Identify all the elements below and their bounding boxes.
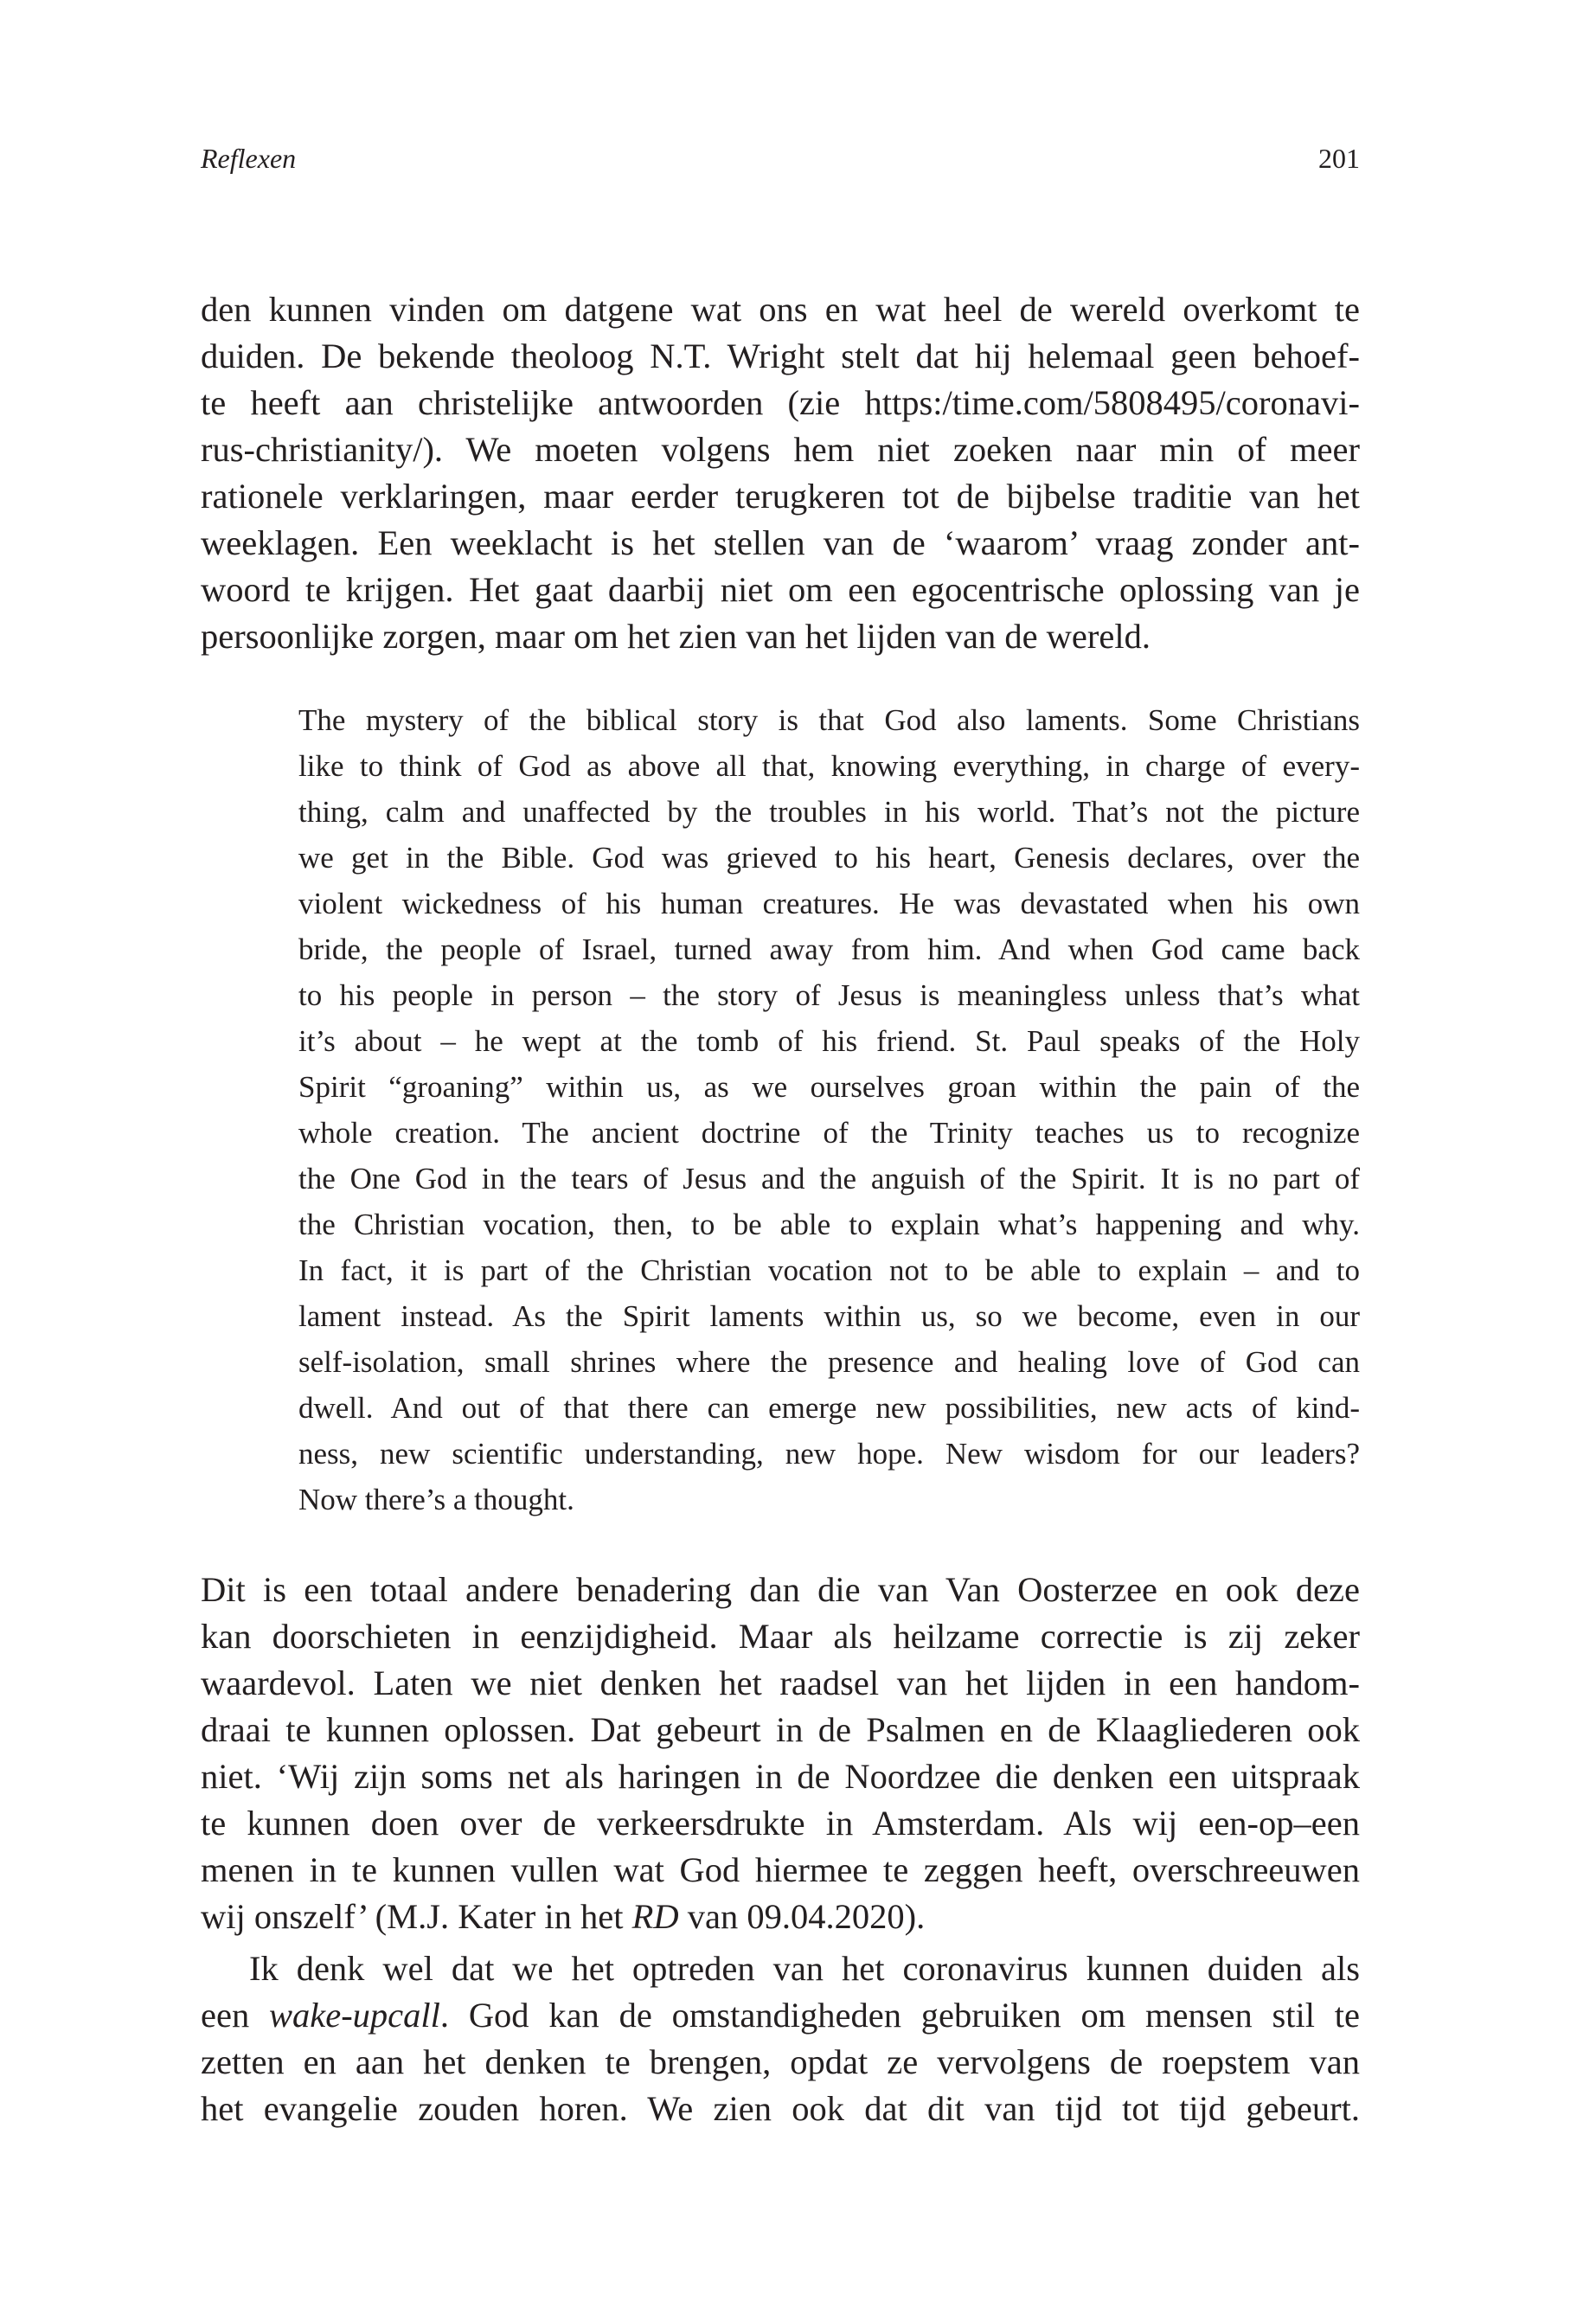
quote-line: self-isolation, small shrines where the presence and healing love of God can xyxy=(298,1345,1360,1379)
quote-line: Now there’s a thought. xyxy=(298,1483,574,1516)
quote-line: the One God in the tears of Jesus and the anguish of the Spirit. It is no part of xyxy=(298,1162,1360,1195)
quote-line: we get in the Bible. God was grieved to his heart, Genesis declares, over the xyxy=(298,841,1360,875)
text-line: kan doorschieten in eenzijdigheid. Maar als heilzame correctie is zij zeker xyxy=(201,1617,1360,1656)
text-line: waardevol. Laten we niet denken het raadsel van het lijden in een handom- xyxy=(201,1663,1360,1702)
text-line: zetten en aan het denken te brengen, opdat ze vervolgens de roepstem van xyxy=(201,2042,1360,2081)
text-line: Ik denk wel dat we het optreden van het coronavirus kunnen duiden als xyxy=(249,1949,1360,1988)
text-line: weeklagen. Een weeklacht is het stellen van de ‘waarom’ vraag zonder ant- xyxy=(201,523,1360,562)
text-line xyxy=(201,1894,1360,1940)
text-line: persoonlijke zorgen, maar om het zien van het lijden van de wereld. xyxy=(201,617,1151,656)
running-head xyxy=(201,137,1360,180)
text-line: te kunnen doen over de verkeersdrukte in Amsterdam. Als wij een-op–een xyxy=(201,1804,1360,1843)
quote-line: like to think of God as above all that, knowing everything, in charge of every- xyxy=(298,749,1360,783)
quote-line: whole creation. The ancient doctrine of the Trinity teaches us to recognize xyxy=(298,1116,1360,1150)
text-run: . God kan de omstandigheden gebruiken om mensen stil te xyxy=(439,1996,1360,2035)
italic-term: wake-upcall xyxy=(268,1996,440,2035)
text-line xyxy=(201,1992,1360,2039)
quote-line: lament instead. As the Spirit laments within us, so we become, even in our xyxy=(298,1299,1360,1333)
quote-line: Spirit “groaning” within us, as we ourselves groan within the pain of the xyxy=(298,1070,1360,1104)
text-run: een xyxy=(201,1996,269,2035)
page-number: 201 xyxy=(1318,143,1360,174)
paragraph-response xyxy=(201,1567,1360,1940)
text-line: den kunnen vinden om datgene wat ons en wat heel de wereld overkomt te xyxy=(201,290,1360,329)
paragraph-wakeup xyxy=(201,1945,1360,2132)
quote-line: dwell. And out of that there can emerge new possibilities, new acts of kind- xyxy=(298,1391,1360,1425)
quote-line: violent wickedness of his human creatures. He was devastated when his own xyxy=(298,887,1360,920)
quote-line: thing, calm and unaffected by the troubles in his world. That’s not the picture xyxy=(298,795,1360,829)
text-line: rus-christianity/). We moeten volgens hem niet zoeken naar min of meer xyxy=(201,430,1360,469)
text-line: rationele verklaringen, maar eerder terugkeren tot de bijbelse traditie van het xyxy=(201,477,1360,516)
quote-line: The mystery of the biblical story is that God also laments. Some Christians xyxy=(298,703,1360,737)
paragraph-intro xyxy=(201,286,1360,660)
quote-line: In fact, it is part of the Christian vocation not to be able to explain – and to xyxy=(298,1253,1360,1287)
text-run: wij onszelf’ (M.J. Kater in het xyxy=(201,1897,632,1936)
italic-citation: RD xyxy=(631,1897,679,1936)
text-run: van 09.04.2020). xyxy=(678,1897,926,1936)
text-line: duiden. De bekende theoloog N.T. Wright stelt dat hij helemaal geen behoef- xyxy=(201,336,1360,375)
quote-line: bride, the people of Israel, turned away from him. And when God came back xyxy=(298,933,1360,966)
text-line: niet. ‘Wij zijn soms net als haringen in de Noordzee die denken een uitspraak xyxy=(201,1757,1360,1796)
text-line: menen in te kunnen vullen wat God hiermee te zeggen heeft, overschreeuwen xyxy=(201,1850,1360,1889)
running-title: Reflexen xyxy=(201,143,297,174)
text-line: woord te krijgen. Het gaat daarbij niet om een egocentrische oplossing van je xyxy=(201,570,1360,609)
text-line: Dit is een totaal andere benadering dan die van Van Oosterzee en ook deze xyxy=(201,1570,1360,1609)
quote-line: the Christian vocation, then, to be able to explain what’s happening and why. xyxy=(298,1208,1360,1241)
text-line: te heeft aan christelijke antwoorden (zie https:/time.com/5808495/coronavi- xyxy=(201,383,1360,422)
text-line: draai te kunnen oplossen. Dat gebeurt in de Psalmen en de Klaagliederen ook xyxy=(201,1710,1360,1749)
block-quote xyxy=(298,697,1360,1522)
quote-line: it’s about – he wept at the tomb of his friend. St. Paul speaks of the Holy xyxy=(298,1024,1360,1058)
text-line: het evangelie zouden horen. We zien ook dat dit van tijd tot tijd gebeurt. xyxy=(201,2089,1360,2128)
quote-line: ness, new scientific understanding, new hope. New wisdom for our leaders? xyxy=(298,1437,1360,1471)
quote-line: to his people in person – the story of Jesus is meaningless unless that’s what xyxy=(298,978,1360,1012)
